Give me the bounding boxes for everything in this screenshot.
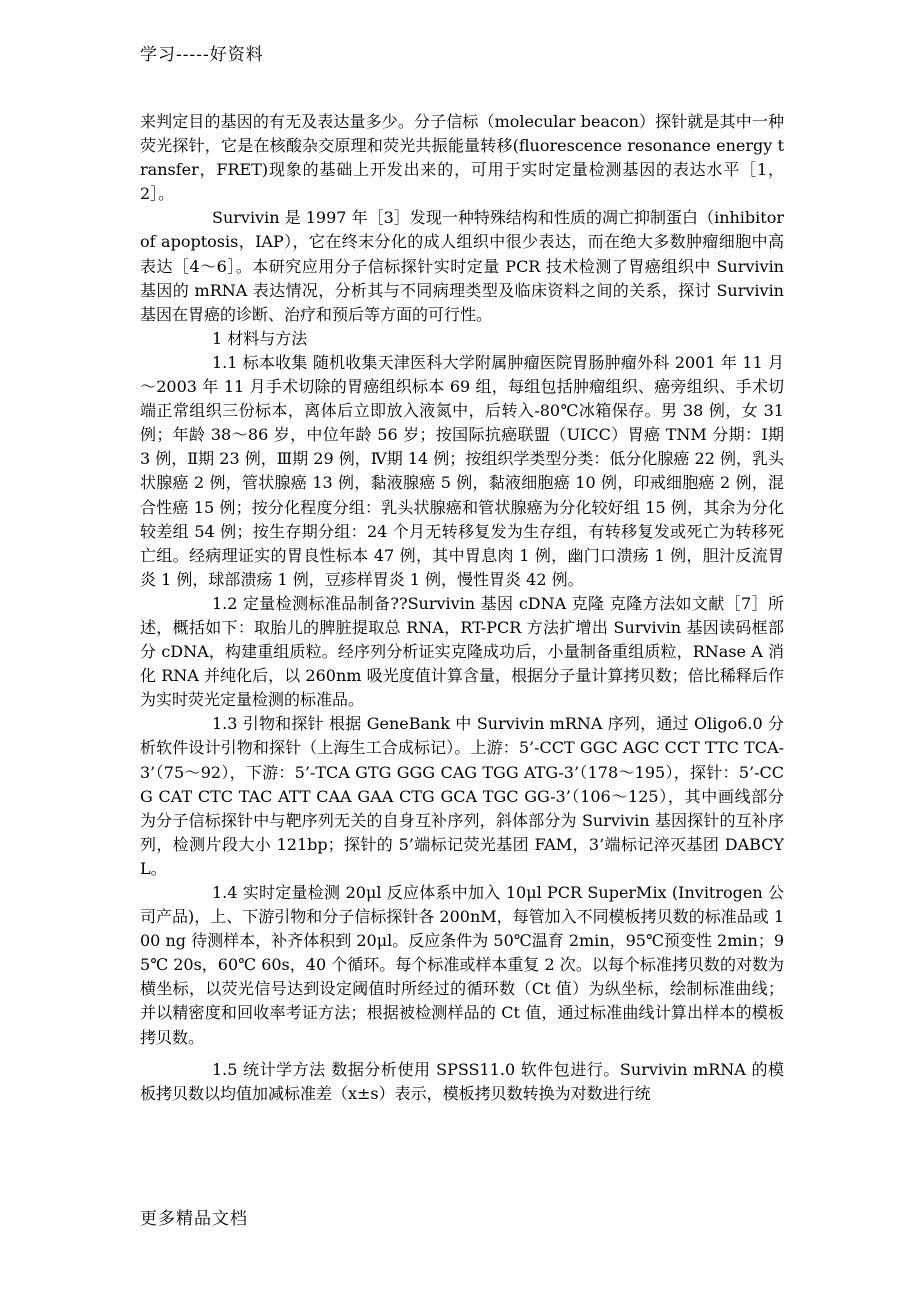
paragraph-survivin-background: Survivin 是 1997 年［3］发现一种特殊结构和性质的凋亡抑制蛋白（inhibitor of apoptosis，IAP），它在终末分化的成人组织中很少表达，而在绝大多数肿瘤细胞中高表达［4～6］。本研究应用分子信标探针实时定量 PCR 技术检测了胃癌组织中 Survivin 基因的 mRNA 表达情况，分析其与不同病理类型及临床资料之间的关系，探讨 Survivin 基因在胃癌的诊断、治疗和预后等方面的可行性。 bbox=[140, 208, 784, 324]
paragraph-sample-collection: 1.1 标本收集 随机收集天津医科大学附属肿瘤医院胃肠肿瘤外科 2001 年 11 月～2003 年 11 月手术切除的胃癌组织标本 69 组，每组包括肿瘤组织、癌旁组织、手术切端正常组织三份标本，离体后立即放入液氮中，后转入-80℃冰箱保存。男 38 例，女 31 例；年龄 38～86 岁，中位年龄 56 岁；按国际抗癌联盟（UICC）胃癌 TNM 分期：Ⅰ期 3 例，Ⅱ期 23 例，Ⅲ期 29 例，Ⅳ期 14 例；按组织学类型分类：低分化腺癌 22 例，乳头状腺癌 2 例，管状腺癌 13 例，黏液腺癌 5 例，黏液细胞癌 10 例，印戒细胞癌 2 例，混合性癌 15 例；按分化程度分组：乳头状腺癌和管状腺癌为分化较好组 15 例，其余为分化较差组 54 例；按生存期分组：24 个月无转移复发为生存组，有转移复发或死亡为转移死亡组。经病理证实的胃良性标本 47 例，其中胃息肉 1 例，幽门口溃疡 1 例，胆汁反流胃炎 1 例，球部溃疡 1 例，豆疹样胃炎 1 例，慢性胃炎 42 例。 bbox=[140, 352, 784, 589]
page-footer: 更多精品文档 bbox=[140, 1209, 248, 1229]
paragraph-realtime-detection: 1.4 实时定量检测 20μl 反应体系中加入 10μl PCR SuperMix (Invitrogen 公司产品)，上、下游引物和分子信标探针各 200nM，每管加入不同模板拷贝数的标准品或 100 ng 待测样本，补齐体积到 20μl。反应条件为 50℃温育 2min，95℃预变性 2min；95℃ 20s，60℃ 60s，40 个循环。每个标准或样本重复 2 次。以每个标准拷贝数的对数为横坐标，以荧光信号达到设定阈值时所经过的循环数（Ct 值）为纵坐标，绘制标准曲线；并以精密度和回收率考证方法；根据被检测样品的 Ct 值，通过标准曲线计算出样本的模板拷贝数。 bbox=[140, 883, 784, 1047]
paragraph-statistics: 1.5 统计学方法 数据分析使用 SPSS11.0 软件包进行。Survivin mRNA 的模板拷贝数以均值加减标准差（x±s）表示，模板拷贝数转换为对数进行统 bbox=[140, 1059, 784, 1103]
paragraph-standard-preparation: 1.2 定量检测标准品制备??Survivin 基因 cDNA 克隆 克隆方法如文献［7］所述，概括如下：取胎儿的脾脏提取总 RNA，RT-PCR 方法扩增出 Survivin 基因读码框部分 cDNA，构建重组质粒。经序列分析证实克隆成功后，小量制备重组质粒，RNase A 消化 RNA 并纯化后，以 260nm 吸光度值计算含量，根据分子量计算拷贝数；倍比稀释后作为实时荧光定量检测的标准品。 bbox=[140, 593, 784, 710]
section-heading-materials-methods: 1 材料与方法 bbox=[212, 328, 308, 348]
page-header: 学习-----好资料 bbox=[140, 45, 264, 65]
paragraph-intro-continued: 来判定目的基因的有无及表达量多少。分子信标（molecular beacon）探针就是其中一种荧光探针，它是在核酸杂交原理和荧光共振能量转移(fluorescence resonance energy transfer，FRET)现象的基础上开发出来的，可用于实时定量检测基因的表达水平［1，2］。 bbox=[140, 112, 784, 204]
document-body bbox=[140, 110, 784, 1106]
paragraph-primers-probes: 1.3 引物和探针 根据 GeneBank 中 Survivin mRNA 序列，通过 Oligo6.0 分析软件设计引物和探针（上海生工合成标记）。上游：5’-CCT GGC AGC CCT TTC TCA-3’（75～92），下游：5’-TCA GTG GGG CAG TGG ATG-3’（178～195），探针：5’-CCG CAT CTC TAC ATT CAA GAA CTG GCA TGC GG-3’（106～125），其中画线部分为分子信标探针中与靶序列无关的自身互补序列，斜体部分为 Survivin 基因探针的互补序列，检测片段大小 121bp；探针的 5’端标记荧光基团 FAM，3’端标记淬灭基团 DABCYL。 bbox=[140, 714, 784, 878]
